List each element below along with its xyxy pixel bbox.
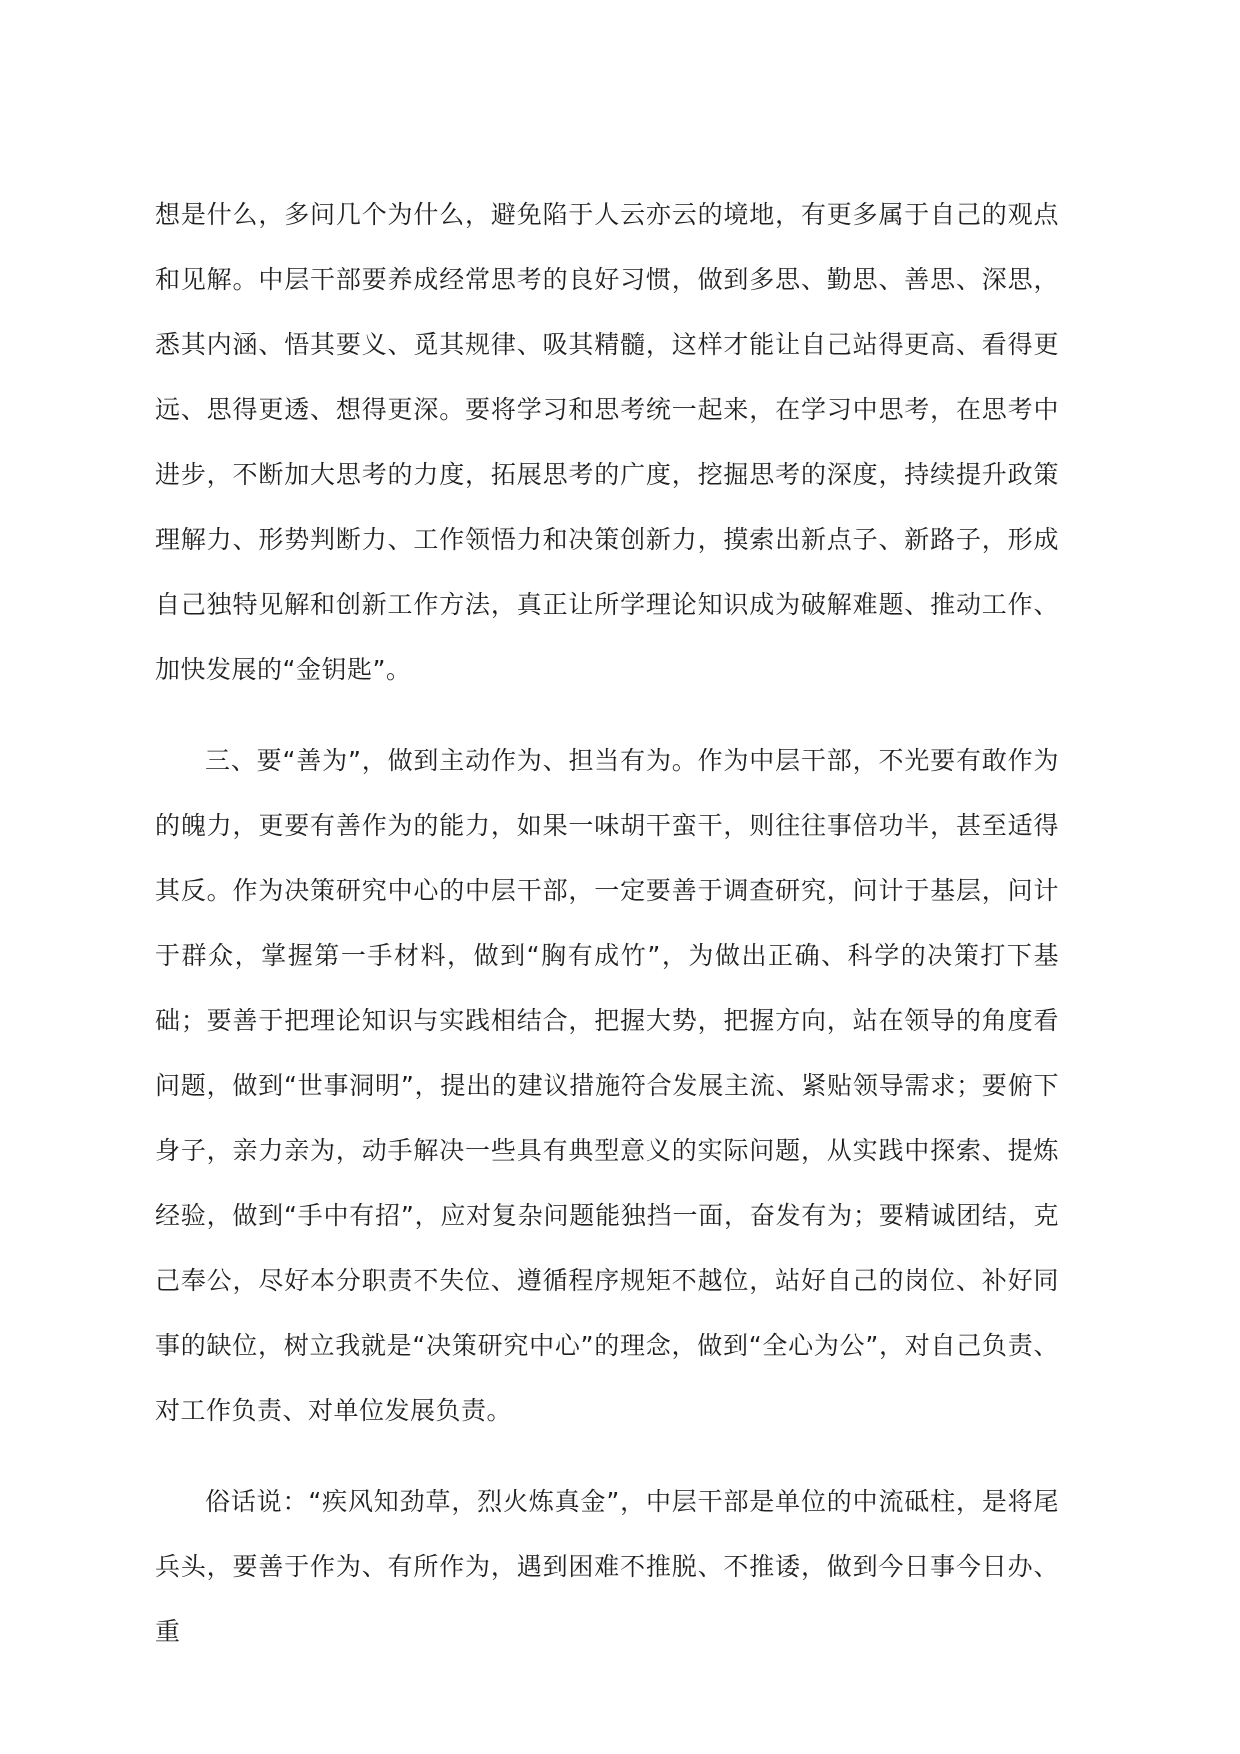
document-body — [155, 182, 1059, 1664]
paragraph-good-action: 三、要“善为”，做到主动作为、担当有为。作为中层干部，不光要有敢作为的魄力，更要有善作为的能力，如果一味胡干蛮干，则往往事倍功半，甚至适得其反。作为决策研究中心的中层干部，一定要善于调查研究，问计于基层，问计于群众，掌握第一手材料，做到“胸有成竹”，为做出正确、科学的决策打下基础；要善于把理论知识与实践相结合，把握大势，把握方向，站在领导的角度看问题，做到“世事洞明”，提出的建议措施符合发展主流、紧贴领导需求；要俯下身子，亲力亲为，动手解决一些具有典型意义的实际问题，从实践中探索、提炼经验，做到“手中有招”，应对复杂问题能独挡一面，奋发有为；要精诚团结，克己奉公，尽好本分职责不失位、遵循程序规矩不越位，站好自己的岗位、补好同事的缺位，树立我就是“决策研究中心”的理念，做到“全心为公”，对自己负责、对工作负责、对单位发展负责。 — [155, 746, 1059, 1425]
paragraph-gap — [155, 1443, 1059, 1469]
paragraph-gap — [155, 702, 1059, 728]
paragraph-saying: 俗话说：“疾风知劲草，烈火炼真金”，中层干部是单位的中流砥柱，是将尾兵头，要善于作为、有所作为，遇到困难不推脱、不推诿，做到今日事今日办、重 — [155, 1487, 1059, 1646]
paragraph-thinking: 想是什么，多问几个为什么，避免陷于人云亦云的境地，有更多属于自己的观点和见解。中层干部要养成经常思考的良好习惯，做到多思、勤思、善思、深思，悉其内涵、悟其要义、觅其规律、吸其精髓，这样才能让自己站得更高、看得更远、思得更透、想得更深。要将学习和思考统一起来，在学习中思考，在思考中进步，不断加大思考的力度，拓展思考的广度，挖掘思考的深度，持续提升政策理解力、形势判断力、工作领悟力和决策创新力，摸索出新点子、新路子，形成自己独特见解和创新工作方法，真正让所学理论知识成为破解难题、推动工作、加快发展的“金钥匙”。 — [155, 200, 1059, 684]
